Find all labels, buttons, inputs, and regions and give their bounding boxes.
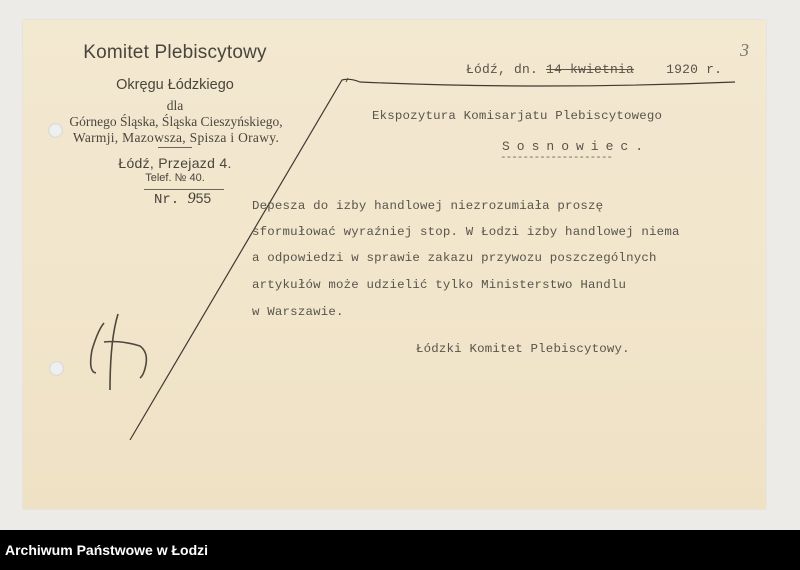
body-line: a odpowiedzi w sprawie zakazu przywozu poszczególnych bbox=[252, 251, 657, 265]
letterhead-regions-line1: Górnego Śląska, Śląska Cieszyńskiego, bbox=[69, 114, 283, 129]
recipient-city: Sosnowiec. bbox=[502, 139, 651, 154]
handwritten-initials-icon bbox=[91, 314, 147, 390]
date-year: 1920 r. bbox=[666, 62, 723, 77]
body-line: sformułować wyraźniej stop. W Łodzi izby handlowej niema bbox=[252, 225, 680, 239]
letterhead-regions-line2: Warmji, Mazowsza, Spisza i Orawy. bbox=[72, 130, 280, 145]
page-number-handwritten: 3 bbox=[740, 40, 749, 60]
letterhead-for: dla bbox=[166, 98, 184, 113]
number-handwritten: 9 bbox=[187, 190, 196, 207]
archive-name: Archiwum Państwowe w Łodzi bbox=[5, 542, 209, 558]
archive-footer bbox=[0, 530, 800, 570]
recipient-underline: -------------------- bbox=[500, 152, 613, 164]
body-line: Depesza do izby handlowej niezrozumiała proszę bbox=[252, 199, 604, 213]
letterhead-subtitle: Okręgu Łódzkiego bbox=[116, 77, 234, 93]
date-day-month: 14 kwietnia bbox=[546, 62, 635, 77]
letterhead-title: Komitet Plebiscytowy bbox=[83, 42, 267, 63]
letterhead-address: Łódź, Przejazd 4. bbox=[118, 155, 232, 171]
body-line: artykułów może udzielić tylko Ministerstwo Handlu bbox=[252, 278, 627, 292]
date-place: Łódź, dn. bbox=[466, 62, 539, 77]
letterhead-phone: Telef. № 40. bbox=[145, 172, 205, 184]
number-label: Nr. bbox=[154, 192, 180, 208]
number-typed: 55 bbox=[195, 190, 212, 206]
body-line: w Warszawie. bbox=[252, 305, 344, 319]
recipient-line1: Ekspozytura Komisarjatu Plebiscytowego bbox=[372, 109, 663, 123]
typed-signature: Łódzki Komitet Plebiscytowy. bbox=[416, 342, 630, 356]
